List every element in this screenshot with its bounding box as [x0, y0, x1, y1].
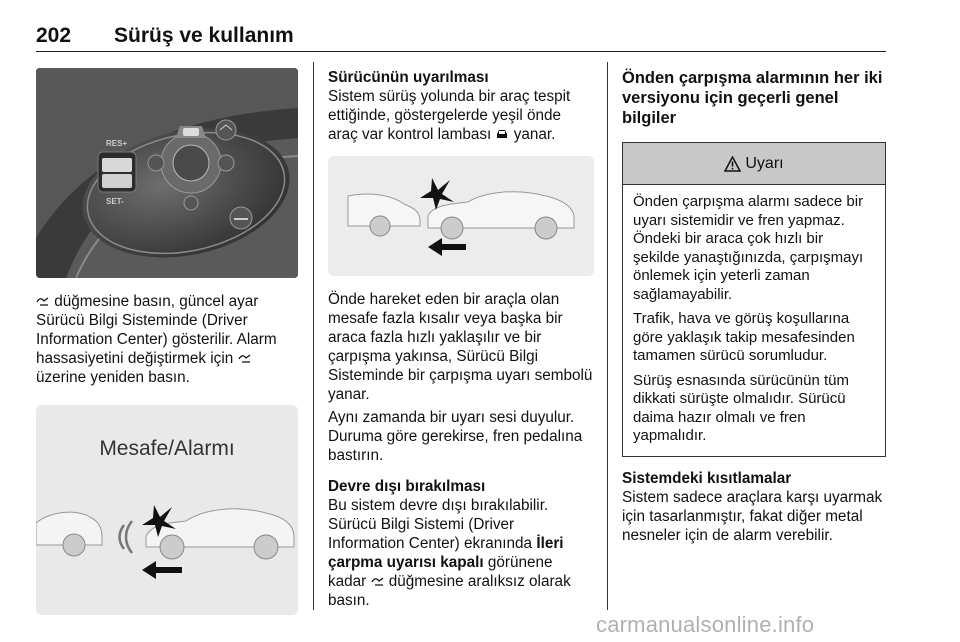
- column-right: [622, 68, 886, 545]
- deactivation-heading: Devre dışı bırakılması: [328, 478, 486, 495]
- column-divider-left: [313, 62, 314, 610]
- res-button-label: RES+: [106, 139, 128, 148]
- collision-warning-figure: [328, 156, 594, 276]
- sensitivity-paragraph: [36, 292, 298, 387]
- limitations-paragraph: Sistem sadece araçlara karşı uyarmak için tasarlanmıştır, fakat diğer metal nesneler için de alarm verebilir.: [622, 488, 883, 544]
- gap-button-icon: [36, 295, 50, 307]
- warning-header: [623, 143, 885, 185]
- warning-paragraph-1: Önden çarpışma alarmı sadece bir uyarı sistemidir ve fren yapmaz. Öndeki bir araca çok hızlı bir şekilde yanaştığınızda, çarpışmayı önlemek için yeterli zaman sağlamayabilir.: [633, 193, 864, 303]
- section-title: Sürüş ve kullanım: [114, 24, 294, 47]
- driver-warning-text: Sistem sürüş yolunda bir araç tespit ettiğinde, göstergelerde yeşil önde araç var kontrol lambası: [328, 88, 571, 143]
- sensitivity-text: düğmesine basın, güncel ayar Sürücü Bilgi Sisteminde (Driver Information Center) gösterilir. Alarm hassasiyetini değiştirmek için: [36, 293, 277, 367]
- screen-title: Mesafe/Alarmı: [99, 437, 235, 460]
- distance-alarm-screen-figure: [36, 405, 298, 615]
- vehicle-ahead-icon: [495, 128, 509, 140]
- steering-wheel-figure: [36, 68, 298, 278]
- driver-warning-text-end: yanar.: [509, 126, 556, 143]
- column-divider-right: [607, 62, 608, 610]
- warning-triangle-icon: [724, 156, 741, 172]
- limitations-heading: Sistemdeki kısıtlamalar: [622, 469, 792, 487]
- watermark: carmanualsonline.info: [596, 612, 815, 637]
- driver-warning-paragraph: [328, 87, 594, 144]
- sensitivity-text-end: üzerine yeniden basın.: [36, 369, 190, 386]
- deactivation-setting-name: İleri çarpma uyarısı kapalı: [328, 535, 564, 571]
- deactivation-paragraph: [328, 496, 594, 610]
- general-info-heading: Önden çarpışma alarmının her iki versiyonu için geçerli genel bilgiler: [622, 69, 883, 127]
- gap-button-icon: [371, 575, 385, 587]
- column-left: [36, 68, 298, 615]
- collision-paragraph: Önde hareket eden bir araçla olan mesafe fazla kısalır veya başka bir araca fazla hızlı yaklaşılır ve bir çarpışma yakınsa, Sürücü Bilgi Sisteminde bir çarpışma uyarı sembolü yanar.: [328, 291, 593, 403]
- driver-warning-heading: Sürücünün uyarılması: [328, 69, 489, 86]
- page-number: 202: [36, 24, 72, 47]
- page-header: [36, 18, 886, 52]
- warning-paragraph-3: Sürüş esnasında sürücünün tüm dikkati sürüşte olmalıdır. Sürücü daima hazır olmalı ve fren yapmalıdır.: [633, 371, 849, 444]
- deactivation-text-end: düğmesine aralıksız olarak basın.: [328, 573, 571, 609]
- brake-paragraph: Aynı zamanda bir uyarı sesi duyulur. Duruma göre gerekirse, fren pedalına bastırın.: [328, 409, 583, 464]
- warning-title: Uyarı: [745, 154, 784, 172]
- warning-paragraph-2: Trafik, hava ve görüş koşullarına göre yaklaşık takip mesafesinden tamamen sürücü sorumludur.: [633, 310, 855, 364]
- set-button-label: SET-: [106, 197, 124, 206]
- column-middle: [328, 68, 594, 610]
- warning-body: [623, 185, 885, 456]
- deactivation-text: Bu sistem devre dışı bırakılabilir. Sürücü Bilgi Sistemi (Driver Information Center) ekranında: [328, 497, 549, 552]
- warning-box: [622, 142, 886, 457]
- deactivation-text-mid: görünene kadar: [328, 554, 553, 590]
- gap-button-icon: [238, 352, 252, 364]
